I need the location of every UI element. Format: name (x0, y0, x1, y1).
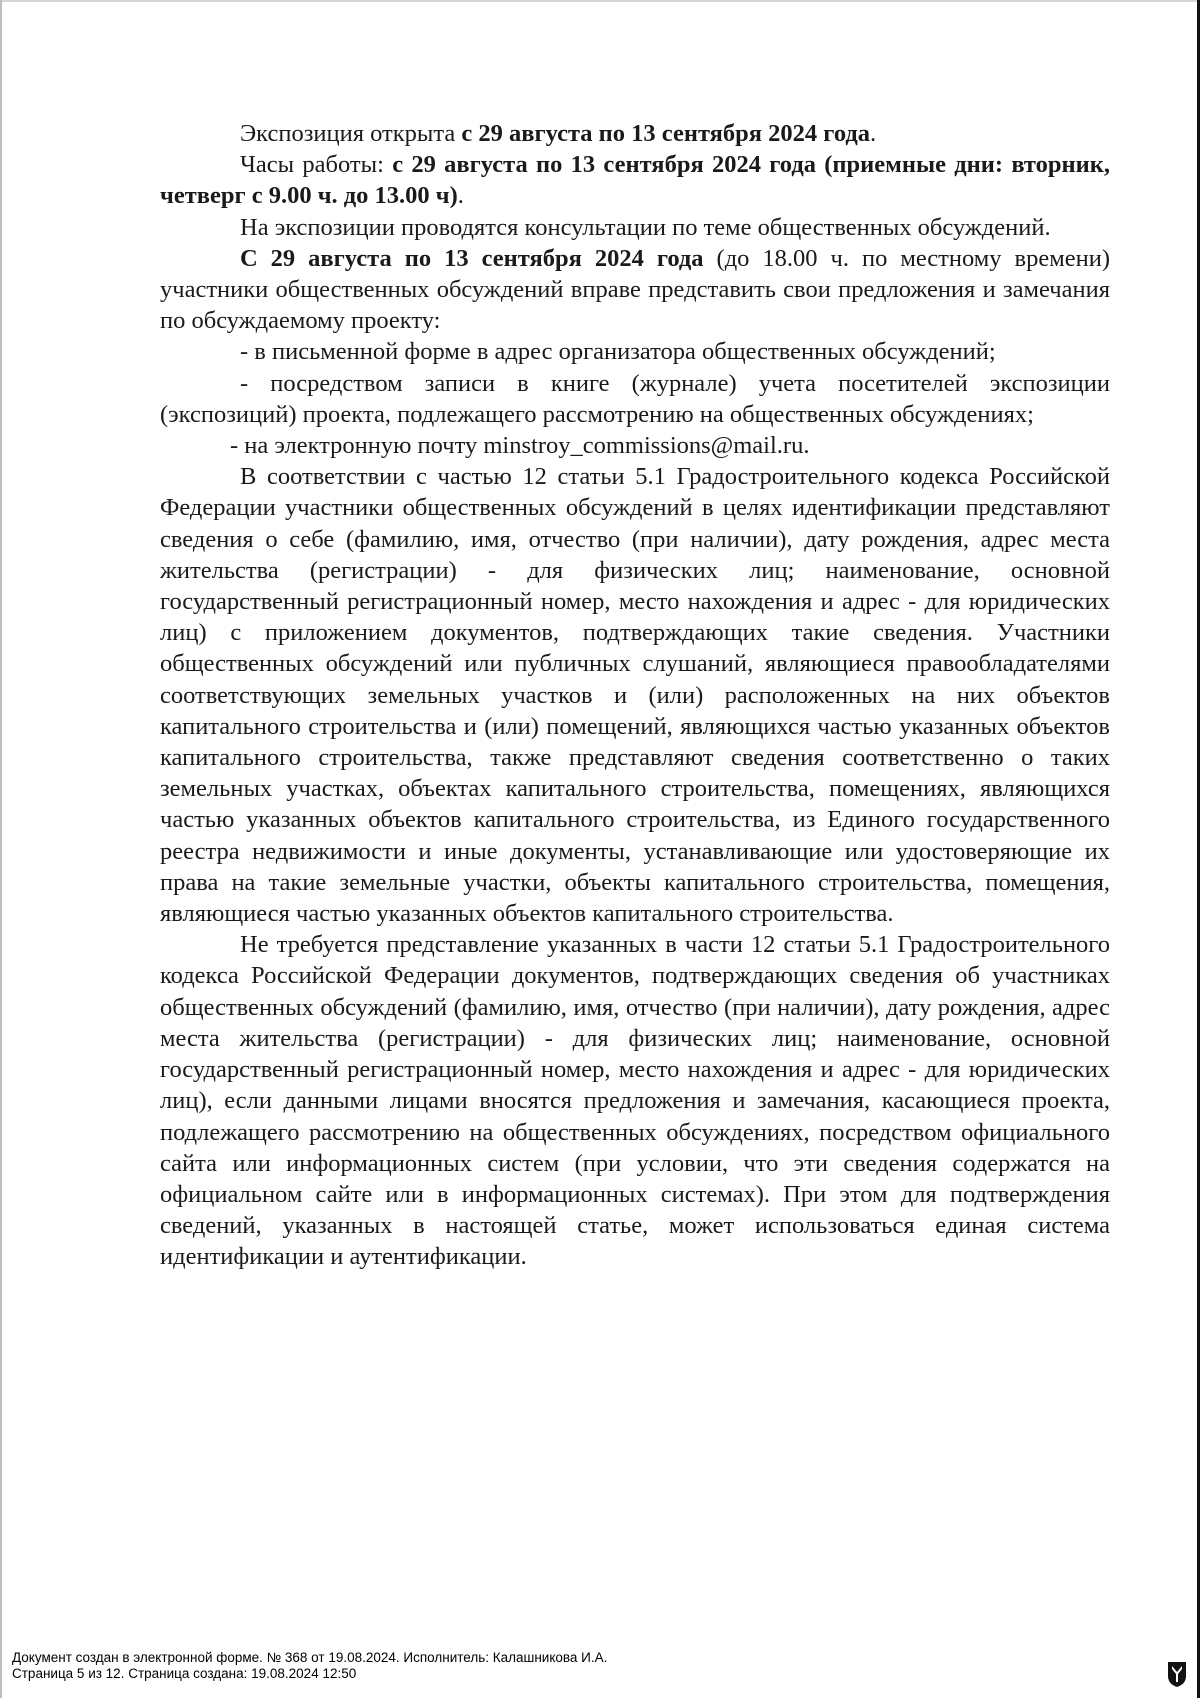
consultations-paragraph: На экспозиции проводятся консультации по теме общественных обсуждений. (240, 213, 1051, 241)
text-span: (до 18.00 ч. по местному времени) участники общественных обсуждений вправе представить свои предложения и замечания по обсуждаемому проекту: (160, 244, 1110, 335)
scan-edge-top (0, 0, 1200, 2)
working-hours-paragraph (160, 149, 1110, 211)
exposition-open-paragraph (160, 118, 1110, 149)
document-footer (12, 1650, 1112, 1682)
bold-date-range: с 29 августа по 13 сентября 2024 года (461, 120, 871, 147)
text-span: Часы работы: (240, 151, 393, 179)
bold-proposal-dates: С 29 августа по 13 сентября 2024 года (240, 244, 704, 272)
text-span: . (870, 120, 877, 147)
footer-line-page-info: Страница 5 из 12. Страница создана: 19.08.2024 12:50 (12, 1666, 357, 1681)
bullet-written-form: - в письменной форме в адрес организатора общественных обсуждений; (240, 338, 996, 366)
bullet-visitor-book: - посредством записи в книге (журнале) учета посетителей экспозиции (экспозиций) проекта, подлежащего рассмотрению на общественных обсуждениях; (160, 369, 1110, 428)
document-body (160, 118, 1110, 1273)
proposals-paragraph (160, 243, 1110, 337)
bullet-email: - на электронную почту minstroy_commissions@mail.ru. (230, 432, 810, 460)
text-span: . (457, 182, 464, 210)
not-required-paragraph: Не требуется представление указанных в части 12 статьи 5.1 Градостроительного кодекса Российской Федерации документов, подтверждающих сведения об участниках общественных обсуждений (фамилию, имя, отчество (при наличии), дату рождения, адрес места жительства (регистрации) - для физических лиц; наименование, основной государственный регистрационный номер, место нахождения и адрес - для юридических лиц), если данными лицами вносятся предложения и замечания, касающиеся проекта, подлежащего рассмотрению на общественных обсуждениях, посредством официального сайта или информационных систем (при условии, что эти сведения содержатся на официальном сайте или в информационных системах). При этом для подтверждения сведений, указанных в настоящей статье, может использоваться единая система идентификации и аутентификации. (160, 931, 1110, 1271)
footer-line-document-info: Документ создан в электронной форме. № 368 от 19.08.2024. Исполнитель: Калашникова И.А. (12, 1650, 608, 1665)
text-span: Экспозиция открыта (240, 120, 462, 147)
coat-of-arms-icon (1166, 1660, 1188, 1688)
scan-edge-left (0, 0, 2, 1698)
identification-paragraph: В соответствии с частью 12 статьи 5.1 Градостроительного кодекса Российской Федерации участники общественных обсуждений в целях идентификации представляют сведения о себе (фамилию, имя, отчество (при наличии), дату рождения, адрес места жительства (регистрации) - для физических лиц; наименование, основной государственный регистрационный номер, место нахождения и адрес - для юридических лиц) с приложением документов, подтверждающих такие сведения. Участники общественных обсуждений или публичных слушаний, являющиеся правообладателями соответствующих земельных участков и (или) расположенных на них объектов капитального строительства и (или) помещений, являющихся частью указанных объектов капитального строительства, также представляют сведения соответственно о таких земельных участках, объектах капитального строительства, помещениях, являющихся частью указанных объектов капитального строительства, из Единого государственного реестра недвижимости и иные документы, устанавливающие или удостоверяющие их права на такие земельные участки, объекты капитального строительства, помещения, являющиеся частью указанных объектов капитального строительства. (160, 463, 1110, 928)
bold-working-hours: с 29 августа по 13 сентября 2024 года (приемные дни: вторник, четверг с 9.00 ч. до 13.00 ч) (160, 151, 1110, 210)
